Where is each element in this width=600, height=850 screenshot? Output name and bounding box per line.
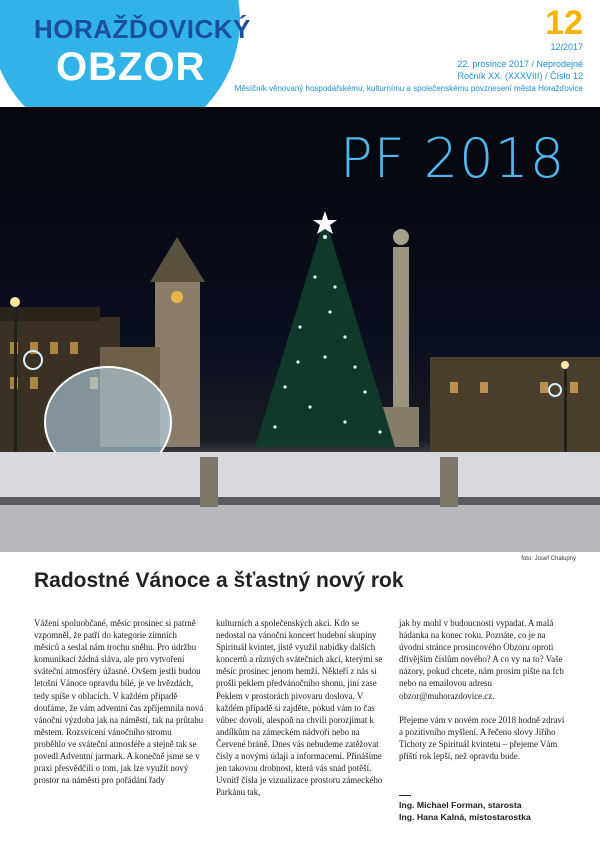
cover-photo	[0, 107, 600, 552]
signature-rule	[399, 795, 411, 796]
article-column-3	[399, 617, 569, 762]
masthead-tagline: Měsíčník věnovaný hospodářskému, kulturnímu a společenskému povznesení města Horažďovice	[234, 84, 583, 93]
logo-title-line1: HORAŽĎOVICKÝ	[34, 14, 251, 44]
issue-volume: Ročník XX. (XXXVIII) / Číslo 12	[457, 71, 583, 81]
issue-code: 12/2017	[550, 42, 583, 52]
photo-credit: foto: Josef Chalupný	[521, 556, 576, 562]
pf-greeting: PF 2018	[340, 127, 566, 190]
signature-mayor: Ing. Michael Forman, starosta	[399, 800, 522, 810]
building-right	[430, 357, 600, 452]
logo-title-line2: OBZOR	[56, 45, 206, 89]
article-column-1	[34, 617, 204, 786]
article-text: kulturních a společenských akcí. Kdo se nedostal na vánoční koncert hudební skupiny Spirituál kvintet, jistě využil nabídky dalších koncertů a různých svátečních akcí, kterými se měsíc prosinec jenom hemží. Někteří z nás si prošli peklem předvánočního shonu, jiní zase Peklem v prostorách pivovaru doslova. V každém případě si zajděte, pokud vám to čas vůbec dovolí, alespoň na chvíli porozjímat k andílkům na zámeckém nádvoří nebo na Červené bráně. Dnes vás nebudeme zatěžovat čísly a novými údaji a informacemi. Přinášíme jen takovou drobnost, která vás snad potěší. Uvnitř čísla je vizualizace prostoru zámeckého Parkánu tak,	[216, 618, 383, 798]
article-column-2	[216, 617, 386, 798]
masthead	[0, 0, 600, 107]
article-text: Vážení spoluobčané, měsíc prosinec si patrně vzpomněl, že patří do kategorie zimních měsíců a seslal nám trochu sněhu. Pro údržbu komunikací žádná sláva, ale pro vytvoření sváteční atmosféry úžasné. Ovšem jestli budou letošní Vánoce opravdu bílé, je ve hvězdách, tedy spíše v oblacích. V každém případě doufáme, že vám adventní čas zpříjemnila nová vánoční výzdoba jak na náměstí, tak na průtahu městem. Rozsvícení vánočního stromu proběhlo ve sváteční atmosféře a stejně tak se povedl Adventní jarmark. A konečně jsme se v praxi přesvědčili o tom, jak lze využít nový prostor na náměstí pro pořádání řady	[34, 618, 204, 786]
issue-date: 22. prosince 2017 / Neprodejné	[457, 59, 583, 69]
article-text: jak by mohl v budoucnosti vypadat. A malá hádanka na konec roku. Poznáte, co je na úvodní stránce prosincového Obzoru oproti dřívějším číslům nového? A co vy na to? Vaše názory, pokud chcete, nám prosím pište na fcb nebo na emailovou adresu obzor@muhorazdovice.cz.	[399, 618, 564, 701]
article-headline: Radostné Vánoce a šťastný nový rok	[34, 569, 404, 592]
christmas-tree	[255, 217, 395, 447]
article-text: Přejeme vám v novém roce 2018 hodně zdraví a pozitivního myšlení. A řečeno slovy Jiřího Tichoty ze Spirituál kvintetu – přejeme Vám příští rok lepší, než opravdu bude.	[399, 714, 565, 761]
plague-column	[393, 247, 409, 427]
issue-number: 12	[545, 4, 583, 42]
signature-deputy: Ing. Hana Kalná, místostarostka	[399, 812, 531, 822]
